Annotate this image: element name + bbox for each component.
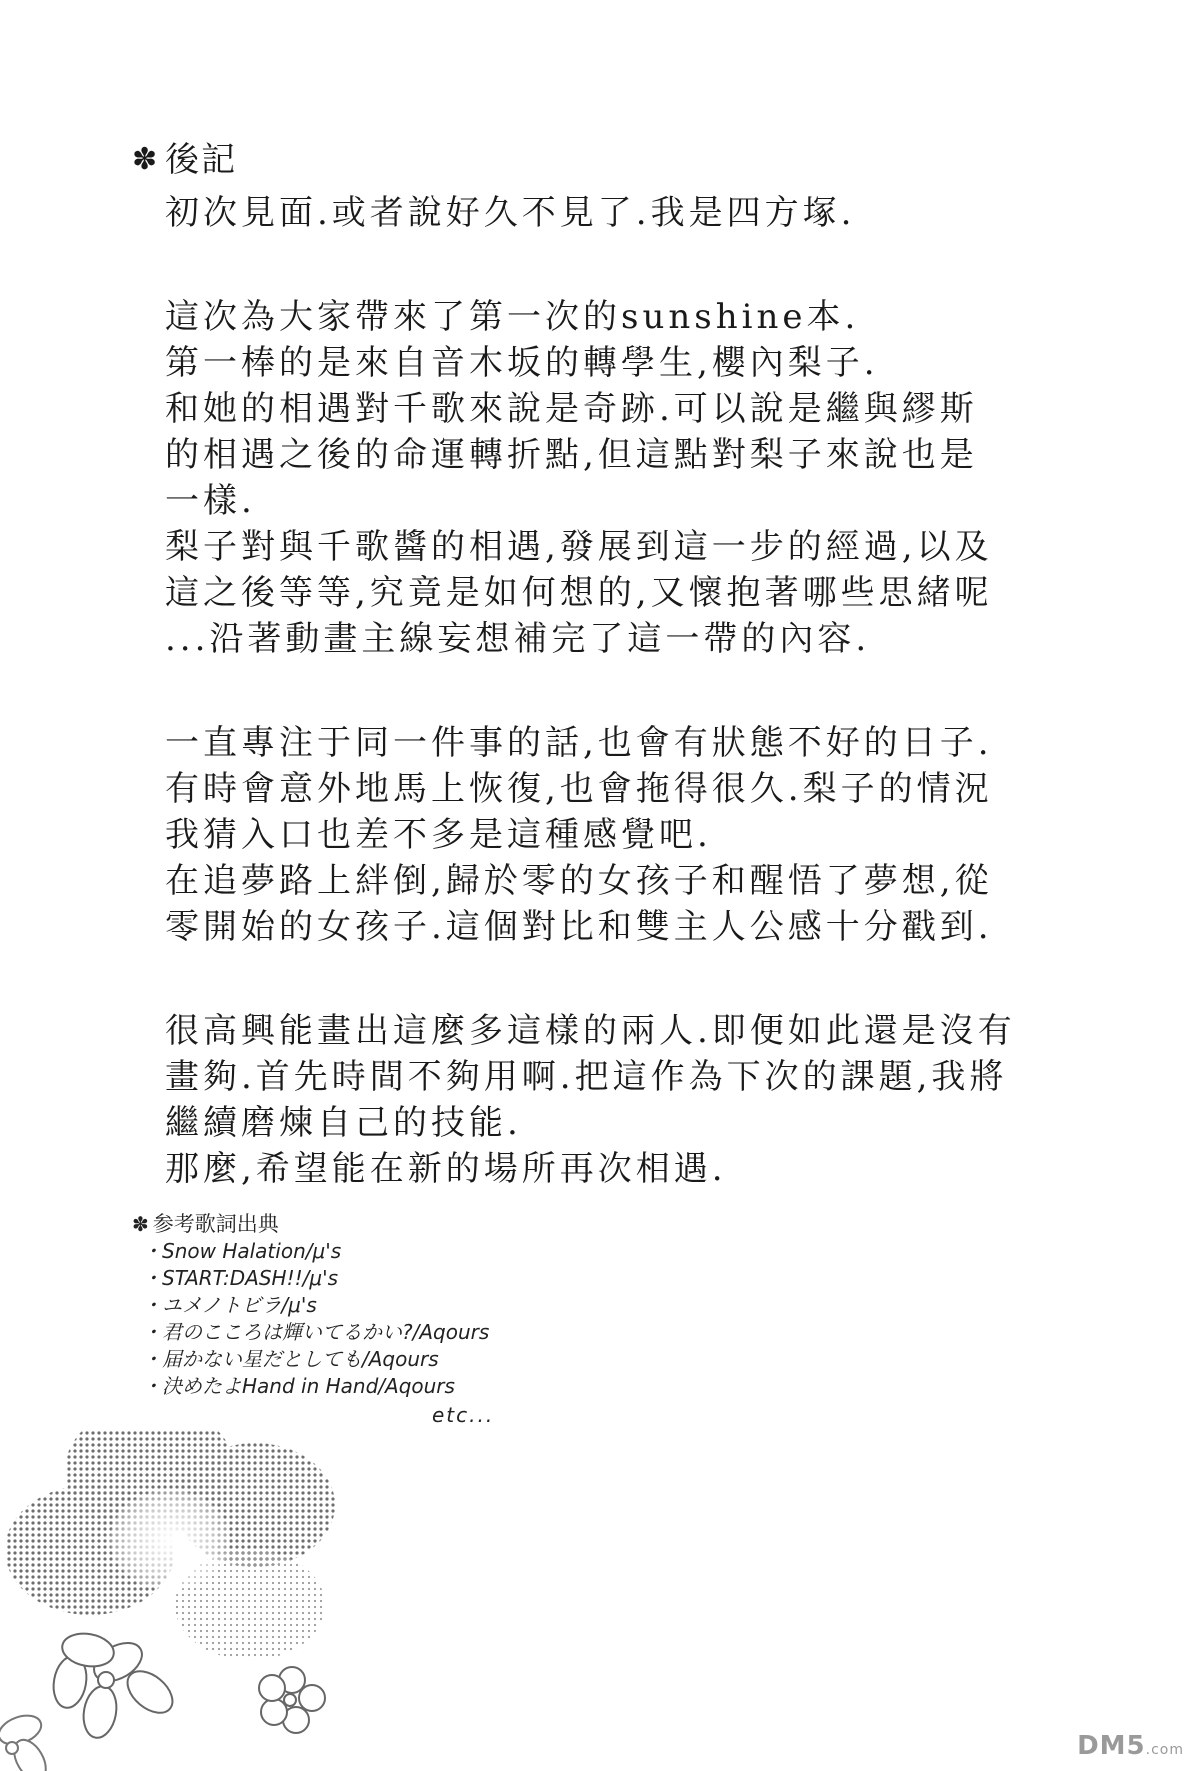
paragraph-1 (165, 190, 1065, 236)
reference-item: ・START:DASH!!/μ's (142, 1266, 339, 1290)
text-line: 我猜入口也差不多是這種感覺吧. (165, 815, 712, 855)
reference-item: ・届かない星だとしても/Aqours (142, 1347, 439, 1371)
site-watermark: DM5.com (1077, 1731, 1184, 1761)
reference-etc: etc... (432, 1403, 495, 1427)
outline-flower-left (0, 1710, 52, 1771)
reference-item: ・ユメノトビラ/μ's (142, 1293, 317, 1317)
text-line: ...沿著動畫主線妄想補完了這一帶的內容. (165, 619, 871, 659)
paragraph-2 (165, 294, 1065, 662)
text-line: 這次為大家帶來了第一次的sunshine本. (165, 297, 860, 337)
text-line: 很高興能畫出這麼多這樣的兩人.即便如此還是沒有 (165, 1011, 1016, 1051)
flower-decoration-icon (0, 1430, 420, 1771)
references-heading (132, 1210, 494, 1238)
flower-mark-icon: ✽ (132, 142, 160, 177)
text-line: 第一棒的是來自音木坂的轉學生,櫻內梨子. (165, 343, 879, 383)
big-flower (5, 1430, 335, 1660)
text-line: 在追夢路上絆倒,歸於零的女孩子和醒悟了夢想,從 (165, 861, 993, 901)
text-line: 這之後等等,究竟是如何想的,又懷抱著哪些思緒呢 (165, 573, 993, 613)
references-title: 参考歌詞出典 (152, 1212, 279, 1236)
text-line: 有時會意外地馬上恢復,也會拖得很久.梨子的情況 (165, 769, 993, 809)
reference-item: ・Snow Halation/μ's (142, 1239, 342, 1263)
paragraph-4 (165, 1008, 1065, 1192)
text-line: 那麼,希望能在新的場所再次相遇. (165, 1149, 727, 1189)
flower-mark-icon: ✽ (132, 1212, 149, 1236)
text-line: 梨子對與千歌醬的相遇,發展到這一步的經過,以及 (165, 527, 993, 567)
afterword-body (165, 190, 1065, 1250)
text-line: 和她的相遇對千歌來說是奇跡.可以說是繼與繆斯 (165, 389, 978, 429)
text-line: 繼續磨煉自己的技能. (165, 1103, 522, 1143)
outline-flower (50, 1630, 180, 1741)
outline-flower-small (259, 1667, 325, 1733)
afterword-title: 後記 (165, 140, 238, 180)
lyrics-references (132, 1210, 494, 1430)
text-line: 的相遇之後的命運轉折點,但這點對梨子來說也是 (165, 435, 978, 475)
text-line: 一直專注于同一件事的話,也會有狀態不好的日子. (165, 723, 993, 763)
reference-item: ・決めたよHand in Hand/Aqours (142, 1374, 455, 1398)
text-line: 初次見面.或者說好久不見了.我是四方塚. (165, 193, 856, 233)
text-line: 一樣. (165, 481, 256, 521)
reference-item: ・君のこころは輝いてるかい?/Aqours (142, 1320, 490, 1344)
text-line: 畫夠.首先時間不夠用啊.把這作為下次的課題,我將 (165, 1057, 1008, 1097)
text-line: 零開始的女孩子.這個對比和雙主人公感十分戳到. (165, 907, 993, 947)
afterword-heading (132, 138, 237, 182)
paragraph-3 (165, 720, 1065, 950)
